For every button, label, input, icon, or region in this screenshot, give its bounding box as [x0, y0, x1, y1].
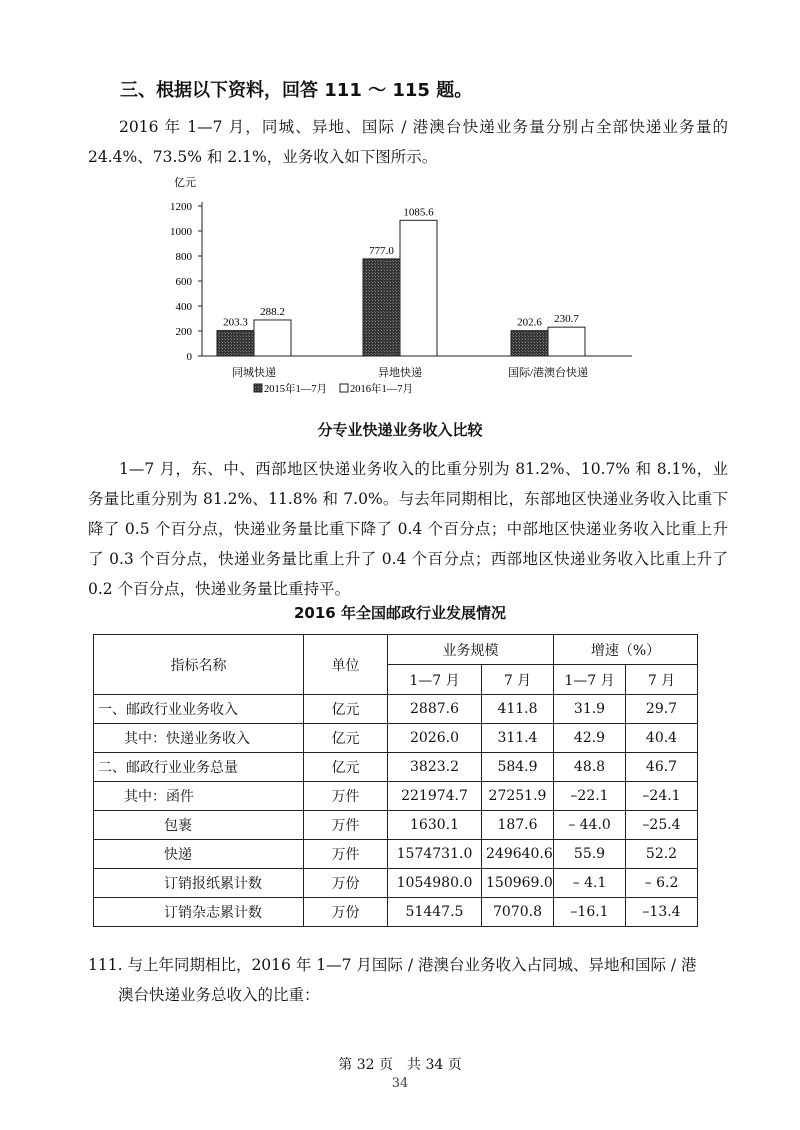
row-growth-jul: 40.4: [626, 724, 698, 753]
intro-paragraph: 2016 年 1—7 月，同城、异地、国际 / 港澳台快递业务量分别占全部快递业务量的 24.4%、73.5% 和 2.1%，业务收入如下图所示。: [88, 118, 728, 166]
y-tick-label: 800: [175, 251, 192, 263]
legend-label: 2015年1—7月: [264, 384, 327, 395]
row-unit: 万件: [304, 840, 388, 869]
row-unit: 万件: [304, 811, 388, 840]
row-unit: 万份: [304, 869, 388, 898]
row-growth-jan-jul: – 44.0: [554, 811, 626, 840]
table-row: [94, 869, 698, 898]
question-111-line1: 111. 与上年同期相比，2016 年 1—7 月国际 / 港澳台业务收入占同城、异地和国际 / 港: [88, 956, 697, 974]
postal-industry-table: [93, 634, 698, 927]
table-row: [94, 782, 698, 811]
row-indicator: 订销报纸累计数: [94, 869, 304, 898]
row-growth-jan-jul: –16.1: [554, 898, 626, 927]
table-row: [94, 840, 698, 869]
y-tick-label: 200: [175, 326, 192, 338]
bar: [254, 320, 291, 356]
bar: [217, 331, 254, 356]
row-unit: 亿元: [304, 695, 388, 724]
bar: [548, 327, 585, 356]
row-unit: 亿元: [304, 753, 388, 782]
y-tick-label: 1200: [170, 201, 192, 213]
header-unit: 单位: [304, 635, 388, 695]
row-indicator: 快递: [94, 840, 304, 869]
row-scale-jul: 311.4: [482, 724, 554, 753]
region-paragraph: 1—7 月，东、中、西部地区快递业务收入的比重分别为 81.2%、10.7% 和 8.1%，业务量比重分别为 81.2%、11.8% 和 7.0%。与去年同期相比，东部地区快递业务收入比重下降了 0.5 个百分点，快递业务量比重下降了 0.4 个百分点；中部地区快递业务收入比重上升了 0.3 个百分点，快递业务量比重上升了 0.4 个百分点；西部地区快递业务收入比重上升了 0.2 个百分点，快递业务量比重持平。: [88, 460, 728, 598]
row-scale-jul: 7070.8: [482, 898, 554, 927]
y-axis-label: 亿元: [174, 177, 196, 189]
data-label: 202.6: [517, 316, 542, 329]
row-scale-jul: 411.8: [482, 695, 554, 724]
row-indicator: 一、邮政行业业务收入: [94, 695, 304, 724]
row-growth-jan-jul: – 4.1: [554, 869, 626, 898]
row-scale-jan-jul: 3823.2: [388, 753, 482, 782]
table-row: [94, 724, 698, 753]
y-tick-label: 600: [175, 276, 192, 288]
row-growth-jul: –13.4: [626, 898, 698, 927]
header-growth-jan-jul: 1—7 月: [554, 665, 626, 695]
bar: [511, 331, 548, 356]
row-growth-jul: –24.1: [626, 782, 698, 811]
row-unit: 万件: [304, 782, 388, 811]
row-scale-jan-jul: 221974.7: [388, 782, 482, 811]
row-scale-jul: 249640.6: [482, 840, 554, 869]
row-scale-jul: 27251.9: [482, 782, 554, 811]
row-scale-jul: 584.9: [482, 753, 554, 782]
header-indicator: 指标名称: [94, 635, 304, 695]
legend-label: 2016年1—7月: [350, 384, 413, 395]
row-indicator: 订销杂志累计数: [94, 898, 304, 927]
data-label: 288.2: [260, 305, 285, 318]
row-unit: 万份: [304, 898, 388, 927]
data-label: 203.3: [223, 316, 248, 329]
bar: [363, 259, 400, 356]
row-scale-jan-jul: 1574731.0: [388, 840, 482, 869]
chart-title: 分专业快递业务收入比较: [317, 421, 483, 439]
data-label: 1085.6: [403, 206, 434, 219]
table-row: [94, 811, 698, 840]
page-number: 34: [391, 1076, 409, 1091]
legend-swatch: [254, 384, 262, 392]
row-scale-jan-jul: 51447.5: [388, 898, 482, 927]
row-growth-jan-jul: 48.8: [554, 753, 626, 782]
table-row: [94, 898, 698, 927]
header-scale-jul: 7 月: [482, 665, 554, 695]
row-unit: 亿元: [304, 724, 388, 753]
row-scale-jul: 150969.0: [482, 869, 554, 898]
header-scale: 业务规模: [388, 635, 554, 665]
row-growth-jan-jul: 42.9: [554, 724, 626, 753]
row-scale-jan-jul: 2887.6: [388, 695, 482, 724]
row-growth-jul: –25.4: [626, 811, 698, 840]
row-growth-jan-jul: 31.9: [554, 695, 626, 724]
row-indicator: 二、邮政行业业务总量: [94, 753, 304, 782]
row-scale-jan-jul: 2026.0: [388, 724, 482, 753]
y-tick-label: 1000: [170, 226, 192, 238]
row-growth-jul: – 6.2: [626, 869, 698, 898]
row-growth-jan-jul: –22.1: [554, 782, 626, 811]
section-heading: 三、根据以下资料，回答 111 ～ 115 题。: [120, 80, 473, 101]
question-111: [88, 950, 728, 1010]
row-growth-jan-jul: 55.9: [554, 840, 626, 869]
y-tick-label: 400: [175, 301, 192, 313]
header-scale-jan-jul: 1—7 月: [388, 665, 482, 695]
question-111-line2: 澳台快递业务总收入的比重：: [118, 986, 320, 1004]
table-row: [94, 695, 698, 724]
data-label: 777.0: [369, 244, 394, 257]
data-label: 230.7: [554, 313, 579, 326]
x-tick-label: 异地快递: [378, 367, 422, 379]
row-growth-jul: 29.7: [626, 695, 698, 724]
table-title: 2016 年全国邮政行业发展情况: [294, 604, 506, 622]
row-indicator: 包裹: [94, 811, 304, 840]
header-growth-jul: 7 月: [626, 665, 698, 695]
header-growth: 增速（%）: [554, 635, 698, 665]
row-indicator: 其中：函件: [94, 782, 304, 811]
row-growth-jul: 46.7: [626, 753, 698, 782]
row-indicator: 其中：快递业务收入: [94, 724, 304, 753]
legend-swatch: [340, 384, 348, 392]
row-scale-jul: 187.6: [482, 811, 554, 840]
row-growth-jul: 52.2: [626, 840, 698, 869]
x-tick-label: 同城快递: [232, 367, 276, 379]
page-label: 第 32 页 共 34 页: [338, 1057, 462, 1073]
row-scale-jan-jul: 1054980.0: [388, 869, 482, 898]
y-tick-label: 0: [186, 351, 192, 363]
bar: [400, 220, 437, 356]
table-row: [94, 753, 698, 782]
x-tick-label: 国际/港澳台快递: [507, 367, 589, 379]
express-revenue-bar-chart: [150, 168, 650, 413]
row-scale-jan-jul: 1630.1: [388, 811, 482, 840]
